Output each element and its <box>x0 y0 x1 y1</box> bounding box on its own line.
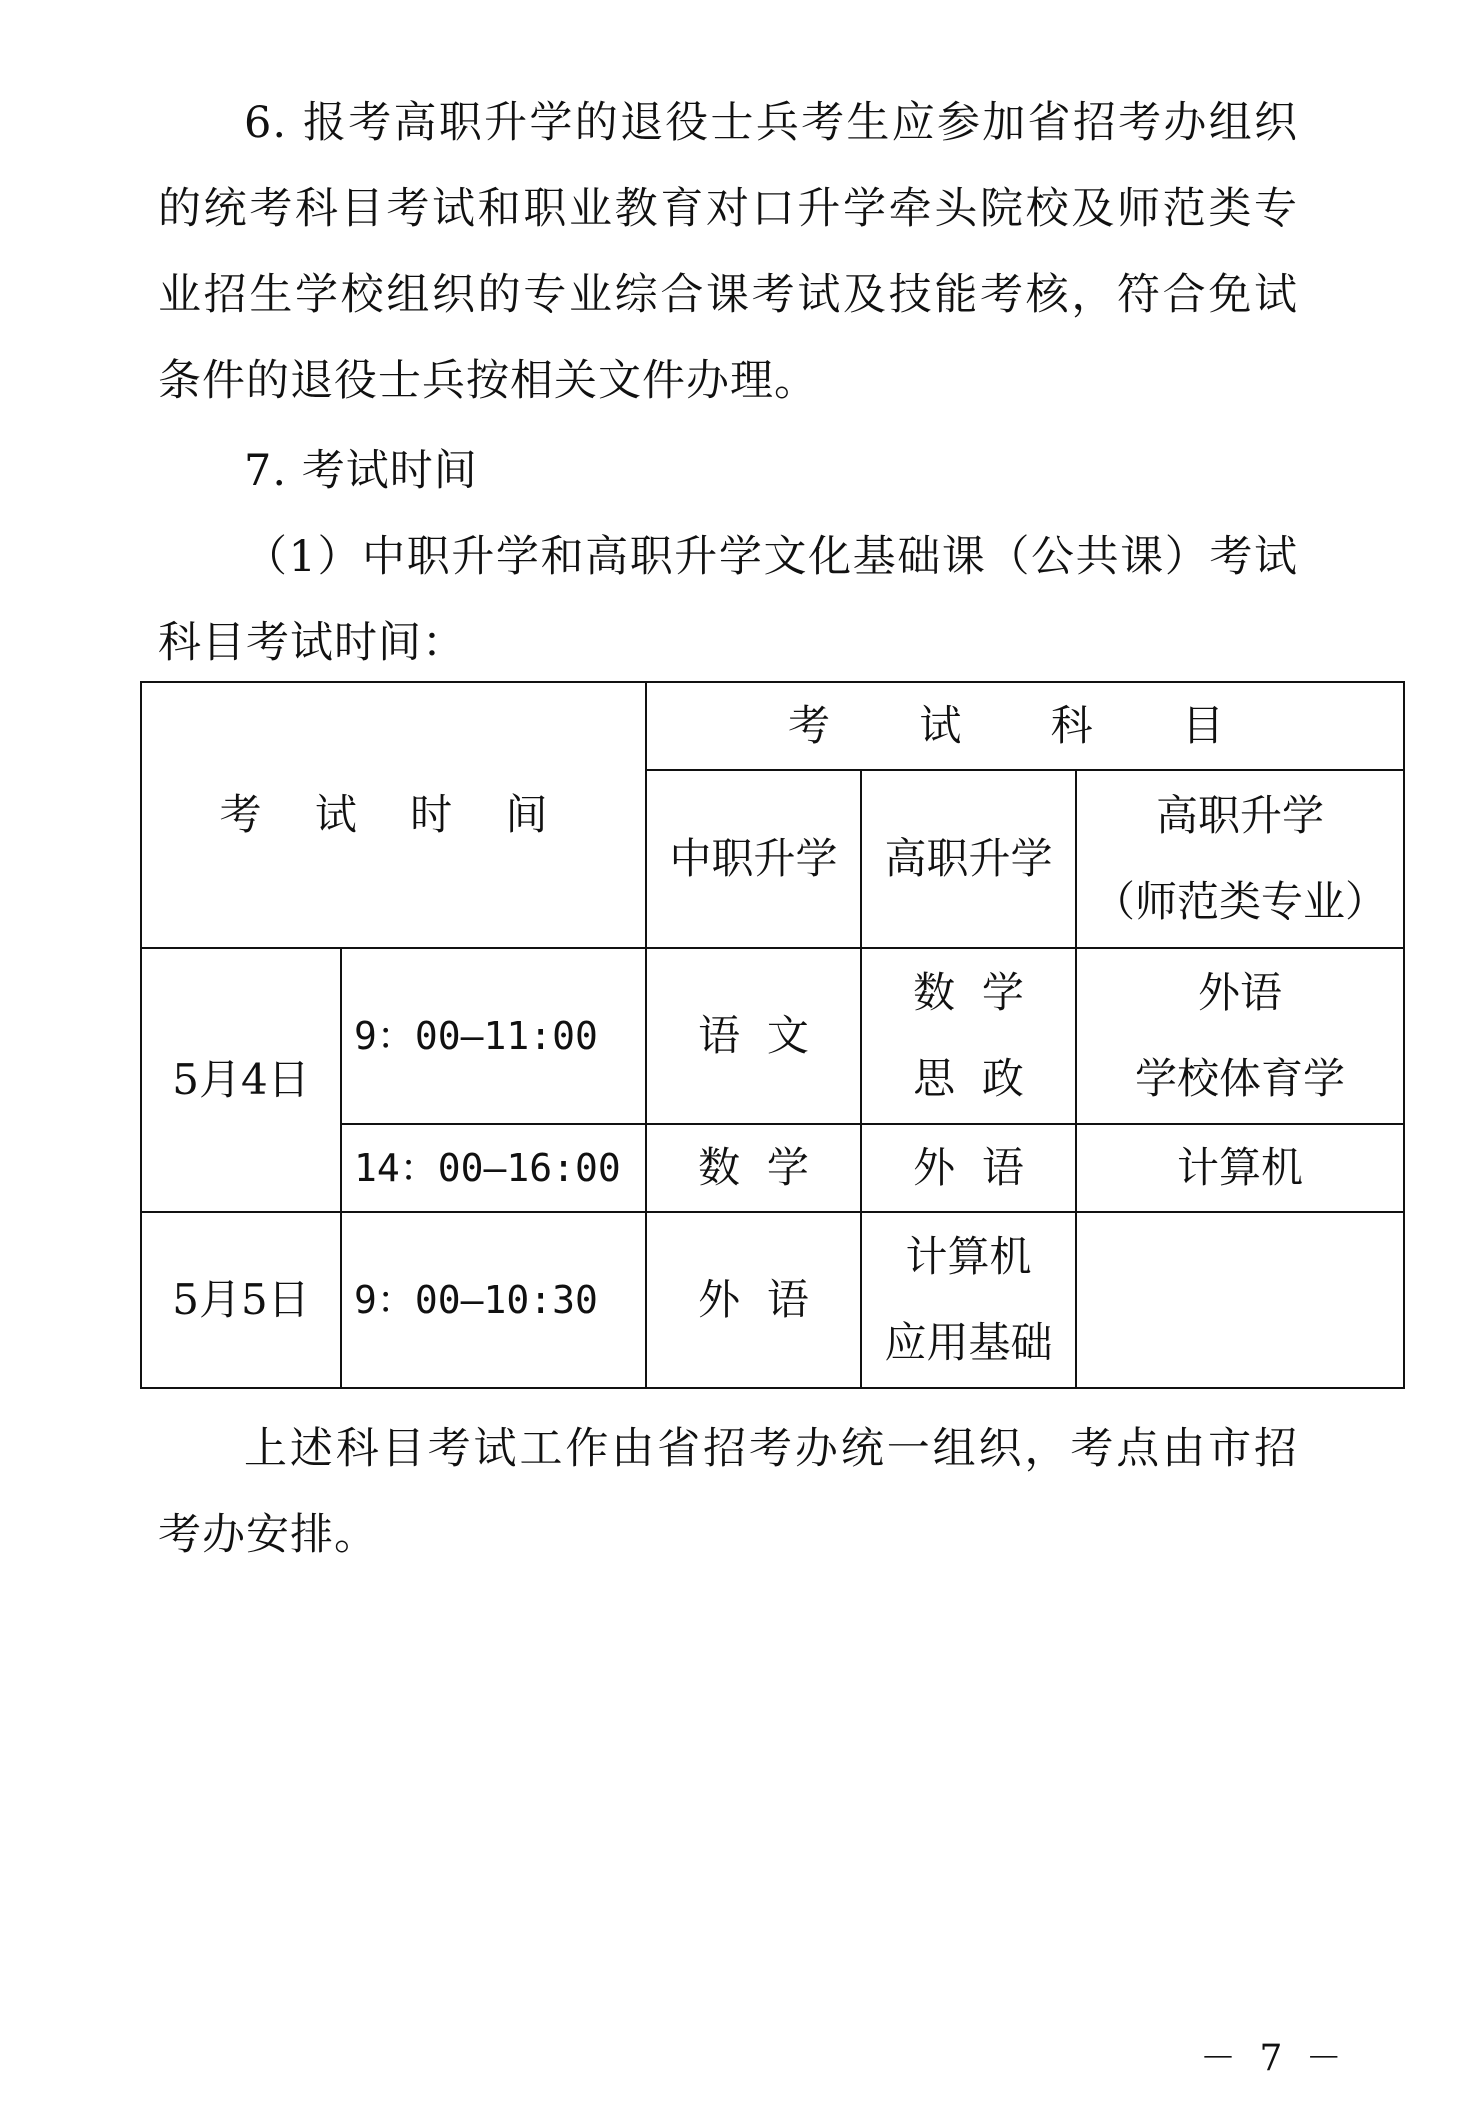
time-slot: 9：00—10:30 <box>341 1212 646 1388</box>
paragraph-closing: 上述科目考试工作由省招考办统一组织，考点由市招考办安排。 <box>158 1424 1298 1560</box>
header-exam-time: 考 试 时 间 <box>141 682 646 948</box>
subject-cell <box>1076 948 1404 1124</box>
time-slot: 9：00—11:00 <box>341 948 646 1124</box>
exam-schedule-table <box>140 681 1405 1389</box>
subject-cell: 外 语 <box>646 1212 861 1388</box>
date-may-5: 5月5日 <box>141 1212 341 1388</box>
header-zhongzhi: 中职升学 <box>646 770 861 948</box>
subject-line: 思 政 <box>913 1054 1024 1103</box>
header-gaozhi: 高职升学 <box>861 770 1076 948</box>
subject-cell <box>861 1212 1076 1388</box>
header-exam-subjects: 考 试 科 目 <box>646 682 1404 770</box>
subject-line: 外语 <box>1197 968 1282 1017</box>
subject-cell: 数 学 <box>646 1124 861 1212</box>
subject-line: 应用基础 <box>884 1318 1053 1367</box>
subject-line: 学校体育学 <box>1134 1054 1345 1103</box>
paragraph-6: 6. 报考高职升学的退役士兵考生应参加省招考办组织的统考科目考试和职业教育对口升学牵头院校及师范类专业招生学校组织的专业综合课考试及技能考核，符合免试条件的退役士兵按相关文件办理。 <box>158 98 1298 406</box>
subject-cell: 语 文 <box>646 948 861 1124</box>
subject-line: 计算机 <box>905 1232 1032 1281</box>
paragraph-7-1: （1）中职升学和高职升学文化基础课（公共课）考试科目考试时间： <box>158 532 1298 668</box>
subject-cell <box>861 948 1076 1124</box>
header-gaozhi-shifan <box>1076 770 1404 948</box>
subject-cell: 外 语 <box>861 1124 1076 1212</box>
page-number: － 7 － <box>1200 2038 1348 2079</box>
subject-line: 数 学 <box>913 968 1024 1017</box>
subject-cell-empty <box>1076 1212 1404 1388</box>
date-may-4: 5月4日 <box>141 948 341 1212</box>
paragraph-7-heading: 7. 考试时间 <box>244 446 478 496</box>
header-gaozhi-shifan-line2: （师范类专业） <box>1092 877 1387 926</box>
time-slot: 14：00—16:00 <box>341 1124 646 1212</box>
header-gaozhi-shifan-line1: 高职升学 <box>1155 791 1324 840</box>
subject-cell: 计算机 <box>1076 1124 1404 1212</box>
